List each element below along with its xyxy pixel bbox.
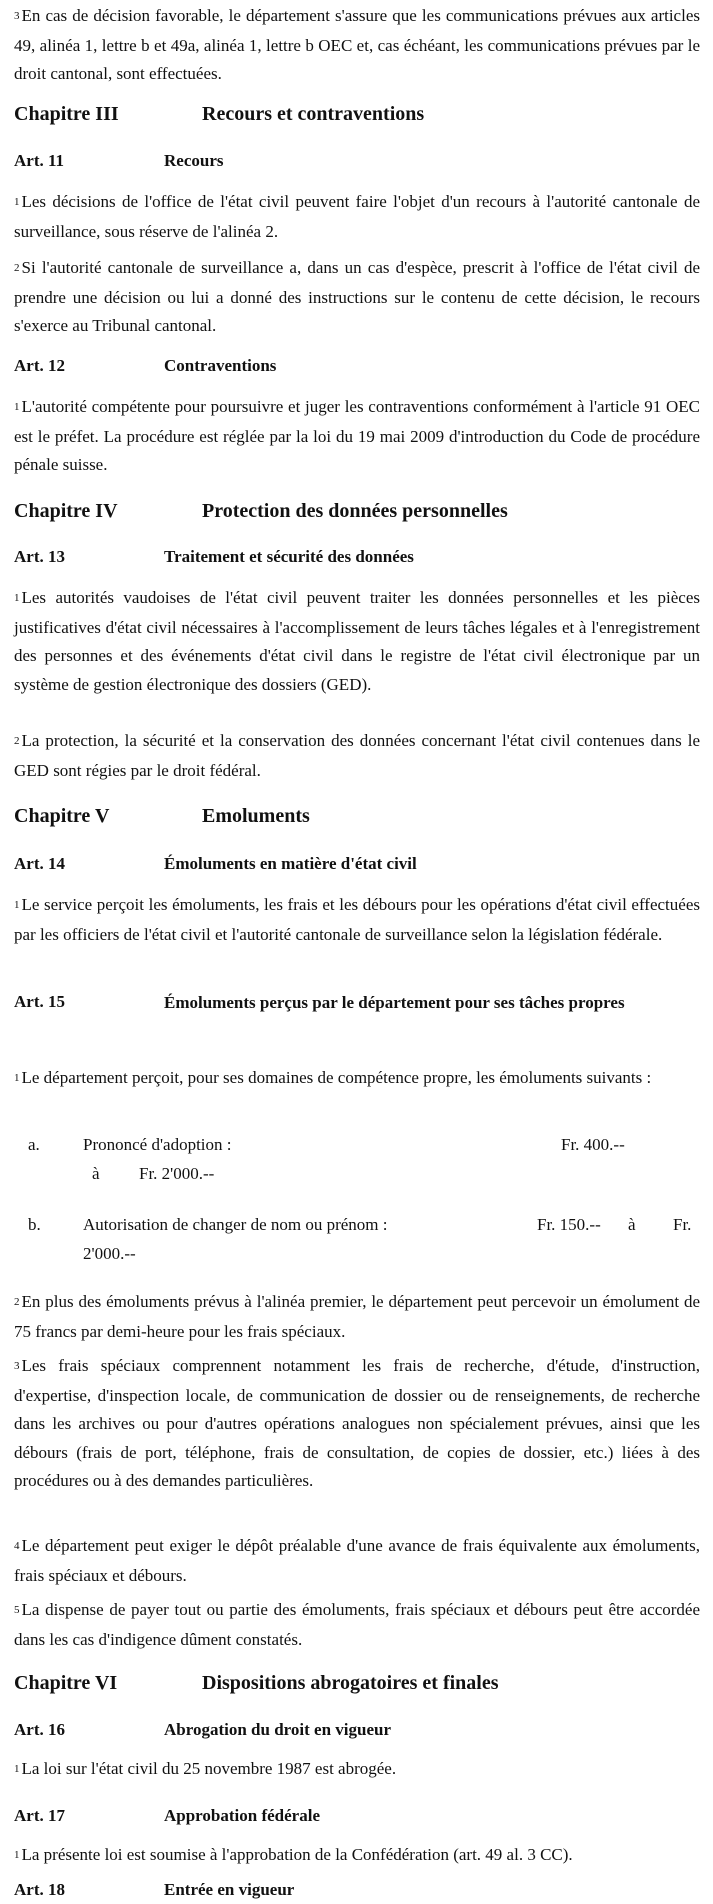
article-11-paragraph-1 [14,188,700,246]
article-15-paragraph-1 [14,1064,700,1094]
article-number: Art. 12 [14,356,65,375]
chapter-number: Chapitre V [14,805,110,827]
fee-amount-min: Fr. 400.-- [561,1135,625,1154]
fee-letter: a. [28,1135,40,1154]
article-13-paragraph-2 [14,727,700,785]
fee-label: Prononcé d'adoption : [83,1135,232,1154]
article-17-heading [14,1802,320,1830]
article-11-heading [14,147,223,175]
fee-label: Autorisation de changer de nom ou prénom : [83,1215,388,1234]
paragraph-number: 2 [14,735,20,747]
paragraph-text: L'autorité compétente pour poursuivre et juger les contraventions conformément à l'article 91 OEC est le préfet. La procédure est réglée par la loi du 19 mai 2009 d'introduction du Code de procédure pénale suisse. [14,397,700,475]
article-title: Traitement et sécurité des données [164,547,414,566]
paragraph-text: La loi sur l'état civil du 25 novembre 1987 est abrogée. [21,1759,397,1778]
article-title: Émoluments en matière d'état civil [164,854,417,873]
paragraph-number: 1 [14,592,20,604]
article-title: Émoluments perçus par le département pour ses tâches propres [164,993,625,1012]
chapter-title: Recours et contraventions [202,103,425,125]
article-number: Art. 14 [14,854,65,873]
paragraph-text: Les frais spéciaux comprennent notamment les frais de recherche, d'étude, d'instruction, d'expertise, d'inspection locale, de communication de dossier ou de renseignements, de recherche dans les archives ou pour d'autres opérations analogues non spécialement prévues, ainsi que les débours (frais de port, téléphone, frais de consultation, de copies de dossier, etc.) liées à des procédures ou à des demandes particulières. [14,1356,700,1490]
article-15-paragraph-3 [14,1352,700,1495]
paragraph-text: La protection, la sécurité et la conservation des données concernant l'état civil contenues dans le GED sont régies par le droit fédéral. [14,731,700,781]
fee-amount-min: Fr. 150.-- [537,1215,601,1234]
chapter-number: Chapitre IV [14,500,118,522]
paragraph-text: Les autorités vaudoises de l'état civil peuvent traiter les données personnelles et les pièces justificatives d'état civil nécessaires à l'accomplissement de leurs tâches légales et à l'enregistrement des personnes et des événements d'état civil dans le registre de l'état civil électronique par un système de gestion électronique des dossiers (GED). [14,588,700,694]
chapter-number: Chapitre VI [14,1672,118,1694]
chapter-6-heading [14,1670,499,1696]
paragraph-number: 3 [14,1360,20,1372]
article-16-heading [14,1716,391,1744]
chapter-4-heading [14,498,508,524]
paragraph-number: 1 [14,1763,20,1775]
article-14-paragraph-1 [14,891,700,949]
article-title: Abrogation du droit en vigueur [164,1720,392,1739]
fee-range-separator: à [628,1215,636,1234]
article-number: Art. 11 [14,151,65,170]
article-12-heading [14,352,276,380]
fee-currency: Fr. [673,1215,692,1234]
paragraph-number: 1 [14,1072,20,1084]
paragraph-text: Le département perçoit, pour ses domaines de compétence propre, les émoluments suivants : [21,1068,652,1087]
chapter-title: Emoluments [202,805,310,827]
chapter-3-heading [14,101,424,127]
article-title: Contraventions [164,356,277,375]
paragraph-number: 2 [14,262,20,274]
article-15-paragraph-2 [14,1288,700,1346]
article-title: Entrée en vigueur [164,1880,295,1899]
article-13-heading [14,543,414,571]
chapter-title: Protection des données personnelles [202,500,508,522]
paragraph-text: La dispense de payer tout ou partie des émoluments, frais spéciaux et débours peut être accordée dans les cas d'indigence dûment constatés. [14,1600,700,1650]
paragraph-text: Les décisions de l'office de l'état civil peuvent faire l'objet d'un recours à l'autorité cantonale de surveillance, sous réserve de l'alinéa 2. [14,192,700,242]
paragraph-number: 2 [14,1296,20,1308]
paragraph-text: La présente loi est soumise à l'approbation de la Confédération (art. 49 al. 3 CC). [21,1845,573,1864]
paragraph-number: 3 [14,10,20,22]
article-17-paragraph-1 [14,1841,700,1871]
paragraph-number: 1 [14,401,20,413]
article-15-heading [14,988,654,1018]
chapter-title: Dispositions abrogatoires et finales [202,1672,499,1694]
article-13-paragraph-1 [14,584,700,699]
article-14-heading [14,850,417,878]
paragraph-text: En plus des émoluments prévus à l'alinéa premier, le département peut percevoir un émolument de 75 francs par demi-heure pour les frais spéciaux. [14,1292,700,1342]
article-15-paragraph-4 [14,1532,700,1590]
article-number: Art. 17 [14,1806,65,1825]
chapter-number: Chapitre III [14,103,119,125]
article-11-paragraph-2 [14,254,700,341]
paragraph-number: 1 [14,196,20,208]
article-12-paragraph-1 [14,393,700,480]
fee-amount-max: Fr. 2'000.-- [139,1164,215,1183]
paragraph-number: 1 [14,1849,20,1861]
paragraph-number: 4 [14,1540,20,1552]
paragraph-number: 1 [14,899,20,911]
paragraph-text: En cas de décision favorable, le département s'assure que les communications prévues aux articles 49, alinéa 1, lettre b et 49a, alinéa 1, lettre b OEC et, cas échéant, les communications prévues par le droit cantonal, sont effectuées. [14,6,700,84]
paragraph-intro [14,2,700,89]
fee-amount-max: 2'000.-- [83,1244,136,1263]
article-number: Art. 13 [14,547,65,566]
paragraph-text: Si l'autorité cantonale de surveillance a, dans un cas d'espèce, prescrit à l'office de l'état civil de prendre une décision ou lui a donné des instructions sur le contenu de cette décision, le recours s'exerce au Tribunal cantonal. [14,258,700,336]
article-title: Approbation fédérale [164,1806,320,1825]
article-number: Art. 18 [14,1880,65,1899]
article-18-heading [14,1876,294,1904]
paragraph-number: 5 [14,1604,20,1616]
article-15-paragraph-5 [14,1596,700,1654]
paragraph-text: Le département peut exiger le dépôt préalable d'une avance de frais équivalente aux émoluments, frais spéciaux et débours. [14,1536,700,1586]
chapter-5-heading [14,803,310,829]
fee-range-separator: à [92,1164,100,1183]
paragraph-text: Le service perçoit les émoluments, les frais et les débours pour les opérations d'état civil effectuées par les officiers de l'état civil et l'autorité cantonale de surveillance selon la législation fédérale. [14,895,700,945]
fee-letter: b. [28,1215,41,1234]
article-number: Art. 16 [14,1720,65,1739]
article-number: Art. 15 [14,992,65,1011]
article-16-paragraph-1 [14,1755,700,1785]
article-title: Recours [164,151,224,170]
